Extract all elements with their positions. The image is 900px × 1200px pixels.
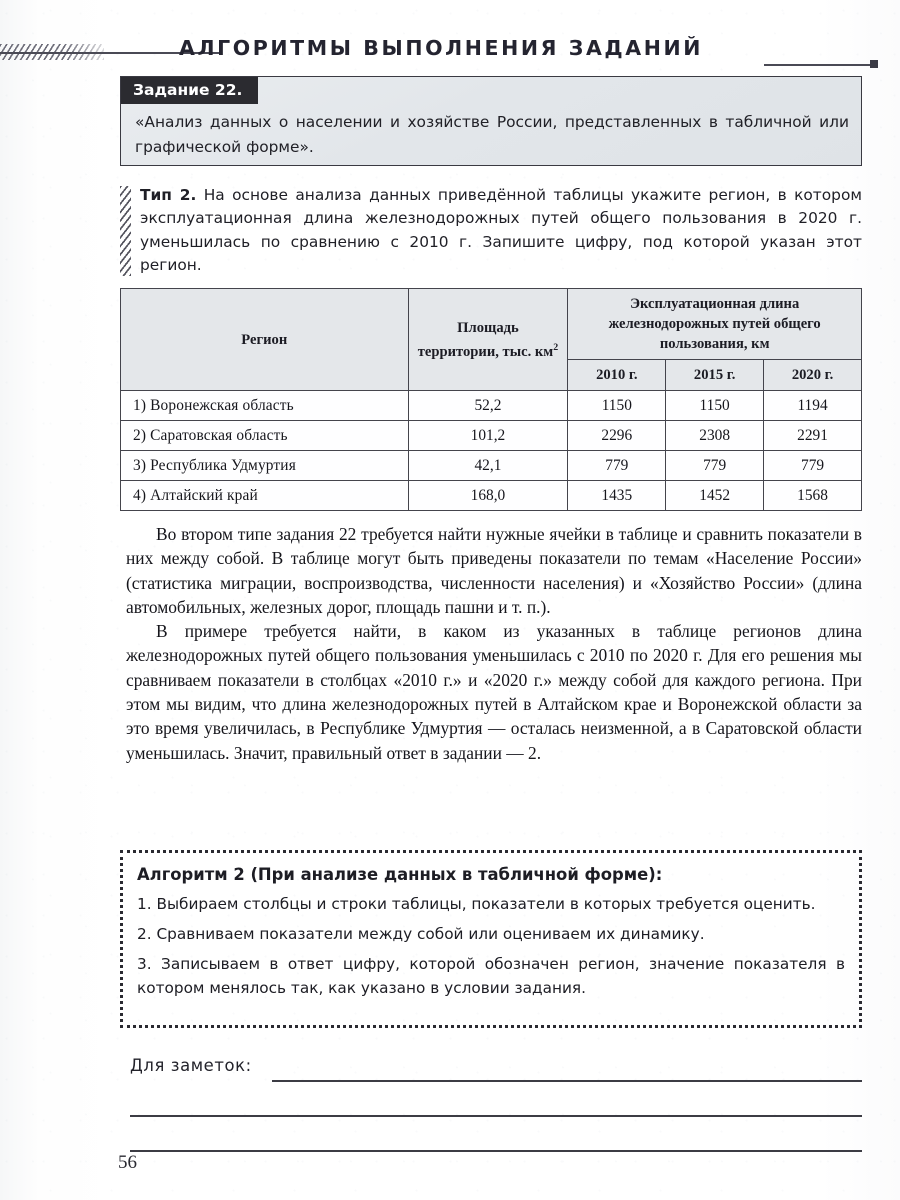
column-header-area-superscript: 2 [553, 341, 559, 353]
question-type-text [140, 184, 862, 278]
cell-y2010: 1150 [568, 391, 666, 421]
algorithm-title: Алгоритм 2 (При анализе данных в табличной форме): [137, 865, 663, 884]
cell-y2020: 779 [764, 451, 862, 481]
question-type-body: На основе анализа данных приведённой таблицы укажите регион, в котором эксплуатационная длина железнодорожных путей общего пользования в 2020 г. уменьшилась по сравнению с 2010 г. Запишите цифру, под которой указан этот регион. [140, 186, 862, 275]
explanation-paragraph-1: Во втором типе задания 22 требуется найти нужные ячейки в таблице и сравнить показатели в них между собой. В таблице могут быть приведены показатели по темам «Население России» (статистика миграции, воспроизводства, численности населения) и «Хозяйство России» (длина автомобильных, железных дорог, площадь пашни и т. п.). [126, 524, 862, 617]
table-row [121, 421, 862, 451]
table-body [121, 391, 862, 511]
cell-y2020: 1568 [764, 481, 862, 511]
notes-label: Для заметок: [130, 1056, 252, 1075]
hatched-side-marker-icon [120, 186, 131, 276]
column-header-railway: Эксплуатационная длина железнодорожных путей общего пользования, км [568, 289, 862, 360]
cell-y2020: 1194 [764, 391, 862, 421]
task-number-badge: Задание 22. [121, 77, 258, 104]
cell-y2010: 1435 [568, 481, 666, 511]
cell-y2020: 2291 [764, 421, 862, 451]
algorithm-step-1: 1. Выбираем столбцы и строки таблицы, показатели в которых требуется оценить. [137, 895, 816, 913]
table-header-row-1 [121, 289, 862, 360]
running-head [0, 22, 900, 68]
cell-y2015: 1452 [666, 481, 764, 511]
cell-region: 2) Саратовская область [121, 421, 409, 451]
cell-y2015: 1150 [666, 391, 764, 421]
column-header-area-label: Площадь территории, тыс. км [417, 319, 554, 360]
algorithm-step-2: 2. Сравниваем показатели между собой или оцениваем их динамику. [137, 925, 705, 944]
column-header-area [408, 289, 568, 391]
algorithm-step-3: 3. Записываем в ответ цифру, которой обозначен регион, значение показателя в котором менялось так, как указано в условии задания. [137, 955, 845, 997]
column-header-year-2020: 2020 г. [764, 360, 862, 391]
cell-area: 168,0 [408, 481, 568, 511]
notes-write-line [130, 1150, 862, 1152]
cell-y2010: 2296 [568, 421, 666, 451]
cell-y2015: 2308 [666, 421, 764, 451]
statistics-table [120, 288, 862, 511]
cell-y2015: 779 [666, 451, 764, 481]
cell-region: 3) Республика Удмуртия [121, 451, 409, 481]
header-rule-right [764, 64, 872, 66]
cell-region: 4) Алтайский край [121, 481, 409, 511]
explanation-paragraph-2: В примере требуется найти, в каком из указанных в таблице регионов длина железнодорожных путей общего пользования уменьшилась с 2010 по 2020 г. Для его решения мы сравниваем показатели в столбцах «2010 г.» и «2020 г.» между собой для каждого региона. При этом мы видим, что длина железнодорожных путей в Алтайском крае и Воронежской области за это время увеличилась, в Республике Удмуртия — осталась неизменной, а в Саратовской области уменьшилась. Значит, правильный ответ в задании — 2. [126, 621, 862, 763]
cell-area: 42,1 [408, 451, 568, 481]
column-header-region: Регион [121, 289, 409, 391]
page-number: 56 [118, 1152, 137, 1173]
cell-area: 101,2 [408, 421, 568, 451]
algorithm-box [120, 850, 862, 1028]
question-type-block [120, 184, 862, 278]
cell-area: 52,2 [408, 391, 568, 421]
column-header-year-2015: 2015 г. [666, 360, 764, 391]
header-end-square-icon [870, 60, 878, 68]
table-row [121, 481, 862, 511]
explanation-prose [126, 522, 862, 765]
table-head [121, 289, 862, 391]
question-type-label: Тип 2. [140, 186, 197, 204]
cell-region: 1) Воронежская область [121, 391, 409, 421]
notes-write-line [130, 1115, 862, 1117]
notes-write-line [272, 1080, 862, 1082]
page-title: АЛГОРИТМЫ ВЫПОЛНЕНИЯ ЗАДАНИЙ [178, 36, 704, 60]
task-banner-text: «Анализ данных о населении и хозяйстве России, представленных в табличной или графической форме». [135, 113, 849, 156]
table-row [121, 451, 862, 481]
task-banner [120, 76, 862, 166]
table-row [121, 391, 862, 421]
column-header-year-2010: 2010 г. [568, 360, 666, 391]
cell-y2010: 779 [568, 451, 666, 481]
